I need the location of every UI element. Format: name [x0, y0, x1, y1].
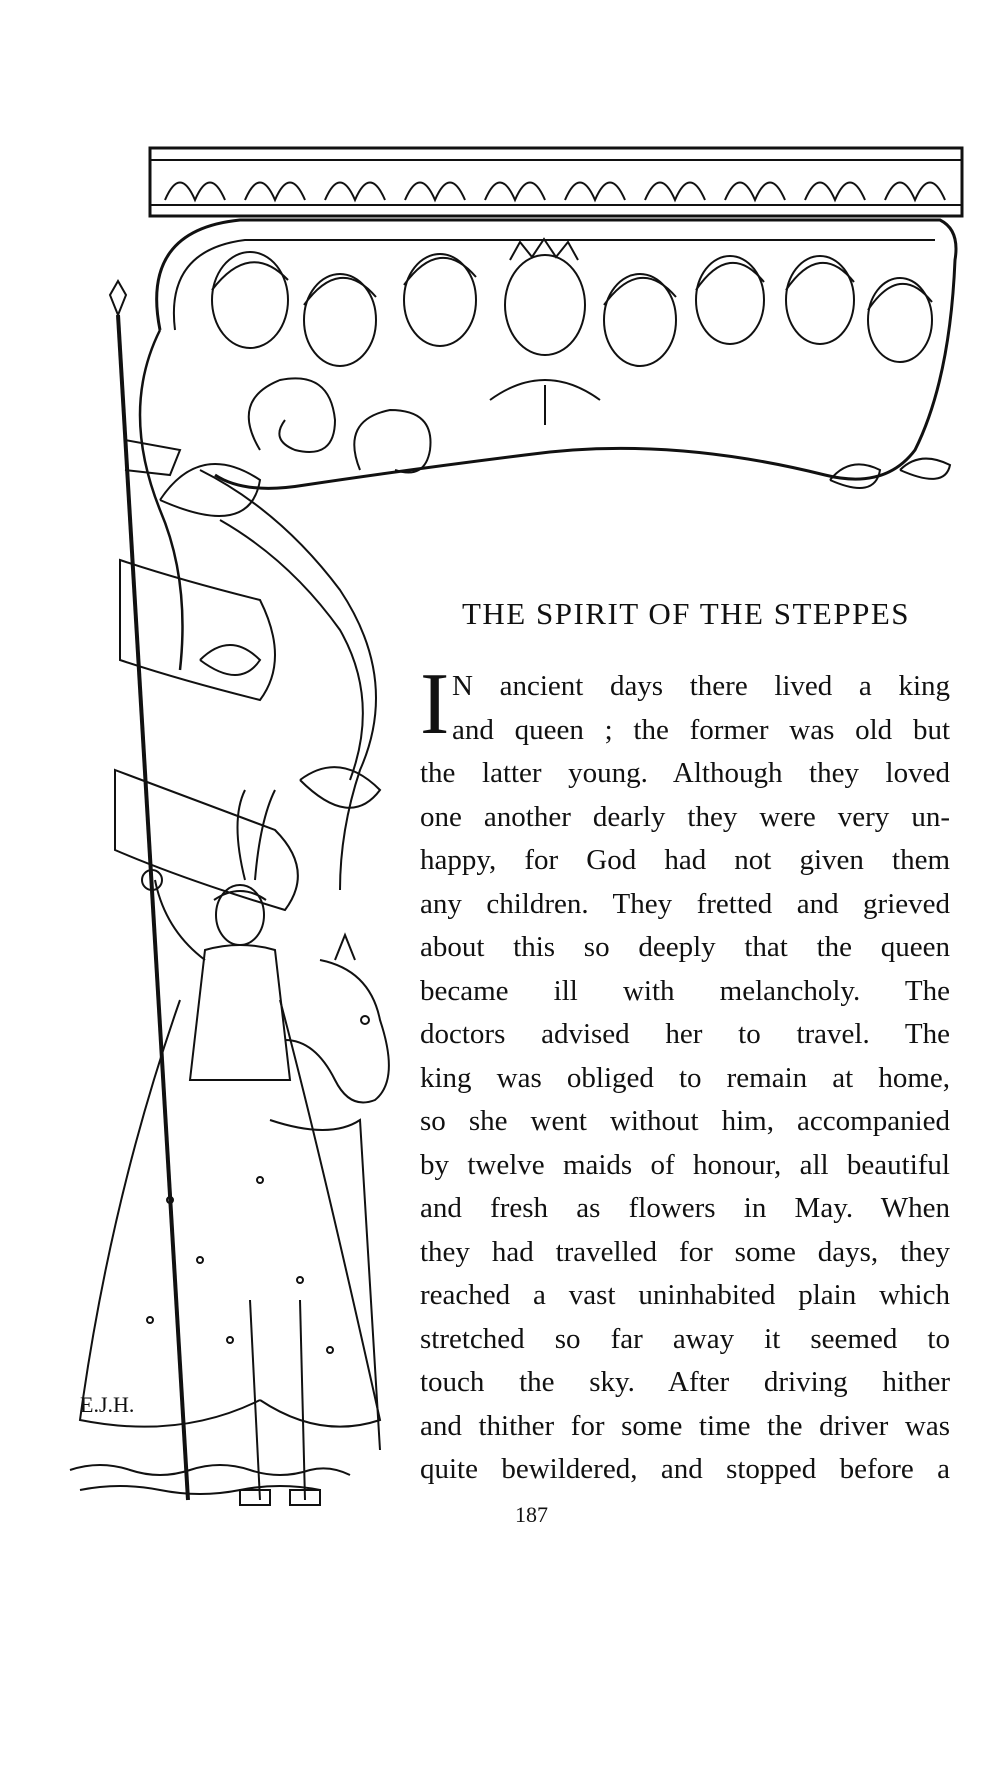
drop-cap: I [420, 656, 450, 753]
text-line: N ancient days there lived a king [452, 670, 950, 702]
text-line: they had travelled for some days, they [420, 1235, 950, 1268]
text-line: quite bewildered, and stopped before a [420, 1453, 950, 1485]
text-line: any children. They fretted and grieved [420, 887, 950, 920]
text-line: by twelve maids of honour, all beautiful [420, 1148, 950, 1181]
text-line: stretched so far away it seemed to [420, 1322, 950, 1355]
text-line: touch the sky. After driving hither [420, 1366, 950, 1398]
text-line: doctors advised her to travel. The [420, 1018, 950, 1050]
horse-figure [240, 935, 389, 1505]
page-number: 187 [515, 1502, 548, 1527]
text-line: and thither for some time the driver was [420, 1409, 950, 1442]
text-line: the latter young. Although they loved [420, 757, 950, 789]
illustrator-signature: E.J.H. [80, 1392, 135, 1417]
faces-group [212, 239, 932, 425]
text-line: so she went without him, accompanied [420, 1105, 950, 1137]
chapter-title: THE SPIRIT OF THE STEPPES [461, 596, 911, 631]
text-line: and queen ; the former was old but [452, 713, 950, 746]
text-line: one another dearly they were very un- [420, 800, 950, 833]
text-line: became ill with melancholy. The [420, 974, 950, 1007]
text-line: happy, for God had not given them [420, 844, 950, 876]
text-line: and fresh as flowers in May. When [420, 1192, 950, 1224]
text-line: king was obliged to remain at home, [420, 1061, 950, 1094]
rider-figure [80, 790, 380, 1427]
frieze-leaf-pattern [165, 183, 945, 201]
text-line: reached a vast uninhabited plain which [420, 1279, 950, 1311]
text-line: about this so deeply that the queen [420, 931, 950, 963]
chapter-body [420, 656, 950, 1492]
